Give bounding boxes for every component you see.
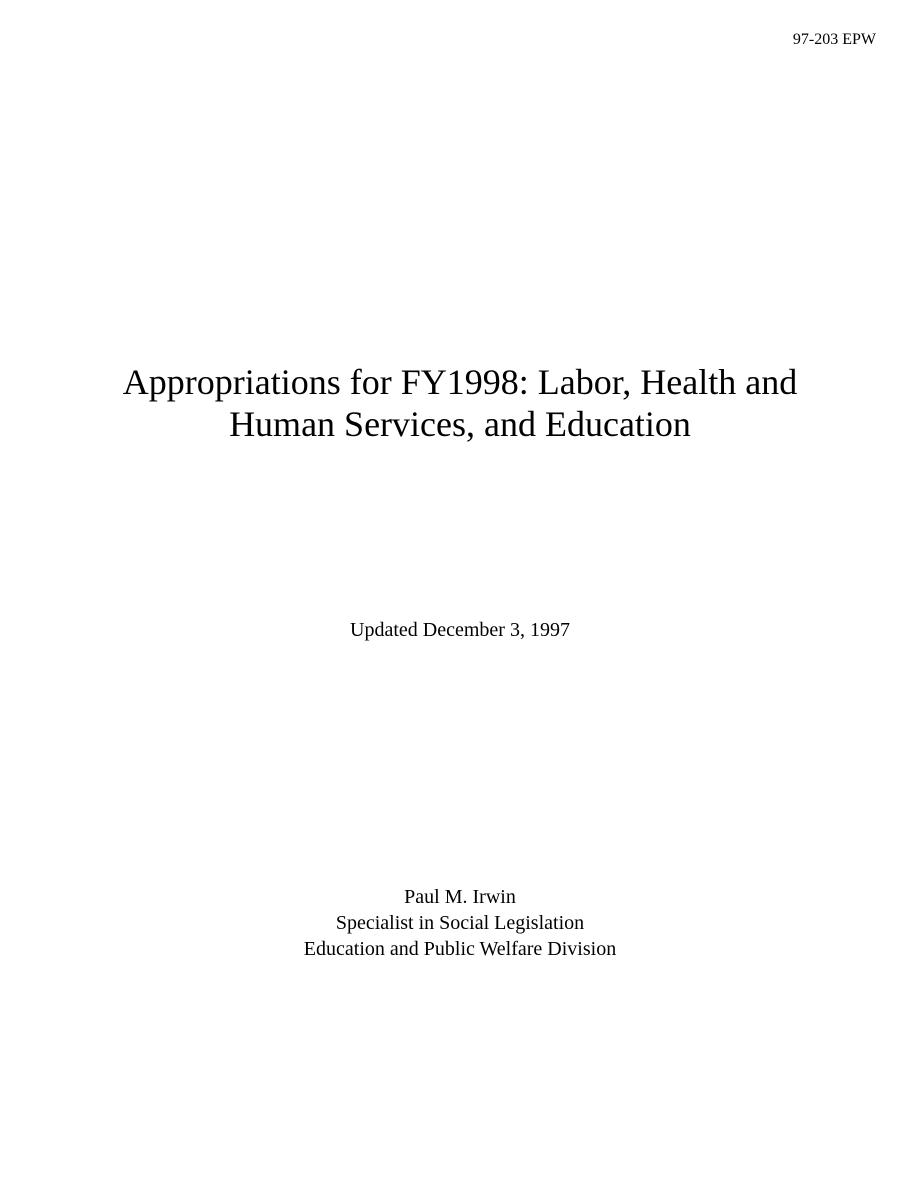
title-line-1: Appropriations for FY1998: Labor, Health and: [122, 362, 798, 402]
author-division: Education and Public Welfare Division: [303, 938, 617, 960]
author-block: [0, 884, 920, 962]
title-line-2: Human Services, and Education: [229, 404, 691, 444]
author-position: Specialist in Social Legislation: [335, 912, 585, 934]
document-title: [0, 361, 920, 445]
report-number: 97-203 EPW: [792, 31, 876, 48]
updated-date: Updated December 3, 1997: [350, 619, 570, 641]
author-name: Paul M. Irwin: [404, 886, 516, 908]
